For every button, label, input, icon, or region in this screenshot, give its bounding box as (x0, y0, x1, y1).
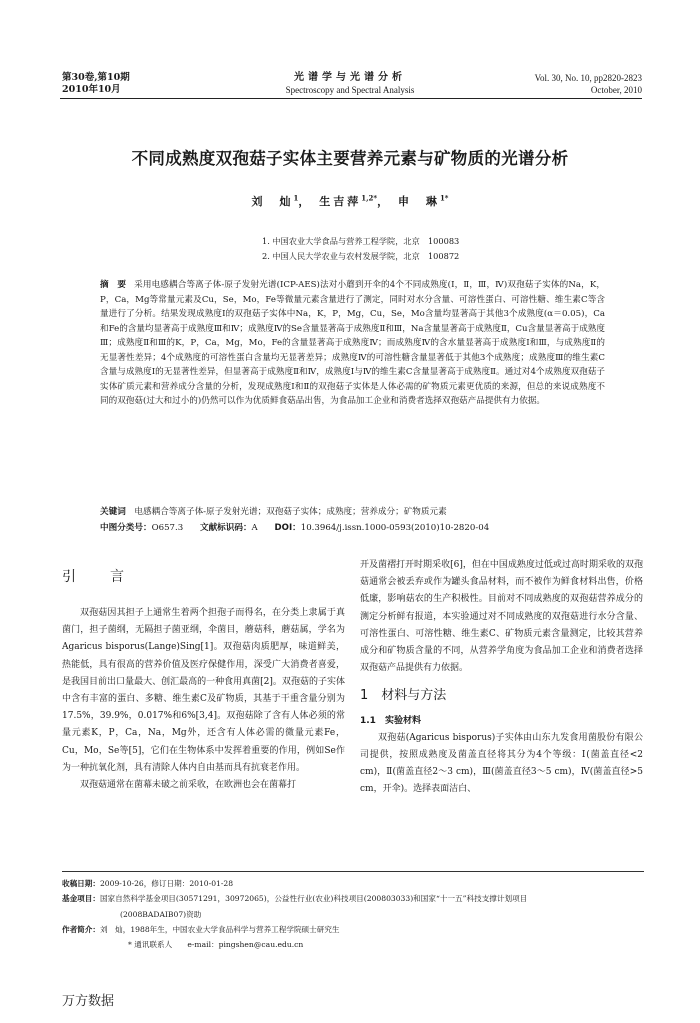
journal-citation (535, 72, 642, 96)
paragraph: 双孢菇(Agaricus bisporus)子实体由山东九发食用菌股份有限公司提供，按照成熟度及菌盖直径将其分为4个等级：Ⅰ(菌盖直径<2 cm)，Ⅱ(菌盖直径2～3 cm)，Ⅲ(菌盖直径3～5 cm)，Ⅳ(菌盖直径>5 cm，开伞)。选择表面洁白、 (360, 732, 643, 795)
header-divider (60, 98, 642, 99)
fund-text-continued: (2008BADAIB07)资助 (120, 909, 202, 919)
corresponding-author: * 通讯联系人 e-mail：pingshen@cau.edu.cn (128, 940, 304, 950)
doi-label: DOI： (274, 523, 301, 533)
author-bio: 刘 灿，1988年生，中国农业大学食品科学与营养工程学院硕士研究生 (99, 924, 340, 934)
author-bio-label: 作者简介： (62, 924, 100, 934)
author-name: 申 琳 (397, 195, 440, 208)
section-heading-materials-methods: 1 材料与方法 (360, 688, 447, 704)
affiliation-1: 1. 中国农业大学食品与营养工程学院，北京 100083 (262, 236, 460, 246)
doc-code-label: 文献标识码： (199, 523, 252, 533)
issue-date: 2010年10月 (62, 84, 121, 95)
footnotes (62, 876, 644, 952)
fund-text: 国家自然科学基金项目(30571291，30972065)，公益性行业(农业)科技项目(200803033)和国家“十一五”科技支撑计划项目 (99, 894, 528, 904)
watermark: 万方数据 (62, 994, 115, 1009)
keywords (100, 505, 610, 520)
author-affiliation-mark: 1,2* (361, 193, 378, 203)
journal-name-cn: 光谱学与光谱分析 (294, 72, 406, 83)
paper-title: 不同成熟度双孢菇子实体主要营养元素与矿物质的光谱分析 (131, 149, 569, 168)
section-heading-introduction: 引 言 (62, 569, 134, 585)
fund-label: 基金项目： (62, 894, 100, 904)
abstract (100, 278, 605, 409)
clc-label: 中图分类号： (100, 523, 152, 533)
paragraph: 双孢菇因其担子上通常生着两个担孢子而得名，在分类上隶属于真菌门，担子菌纲，无隔担子菌亚纲，伞菌目，蘑菇科，蘑菇属，学名为Agaricus bisporus(Lange)Sing[1]。双孢菇肉质肥厚，味道鲜美，热能低，具有很高的营养价值及医疗保健作用，深受广大消费者喜爱，是我国目前出口量最大、创汇最高的一种食用真菌[2]。双孢菇的子实体中含有丰富的蛋白、多糖、维生素C及矿物质，其基于干重含量分别为17.5%，39.9%，0.017%和6%[3,4]。双孢菇除了含有人体必须的常量元素K，P，Ca，Na，Mg外，还含有人体必需的微量元素Fe，Cu，Mo，Se等[5]，它们在生物体系中发挥着重要的作用，例如Se作为一种抗氧化剂，具有清除人体内自由基而具有抗衰老作用。 (62, 608, 345, 773)
author-affiliation-mark: 1* (439, 193, 449, 203)
abstract-text: 采用电感耦合等离子体-原子发射光谱(ICP-AES)法对小蘑到开伞的4个不同成熟度(Ⅰ，Ⅱ，Ⅲ，Ⅳ)双孢菇子实体的Na，K，P，Ca，Mg等常量元素及Cu，Se，Mo，Fe等微量元素含量进行了测定，同时对水分含量、可溶性蛋白、可溶性糖、维生素C等含量进行了分析。结果发现成熟度Ⅰ的双孢菇子实体中Na，K，P，Mg，Cu，Se，Mo含量均显著高于其他3个成熟度(α＝0.05)，Ca和Fe的含量均显著高于成熟度Ⅲ和Ⅳ；成熟度Ⅳ的Se含量显著高于成熟度Ⅱ和Ⅲ，Na含量显著高于成熟度Ⅱ，Cu含量显著高于成熟度Ⅲ；成熟度Ⅱ和Ⅲ的K，P，Ca，Mg，Mo，Fe的含量显著高于成熟度Ⅳ；而成熟度Ⅳ的含水量显著高于成熟度Ⅰ和Ⅲ，与成熟度Ⅱ的无显著性差异；4个成熟度的可溶性蛋白含量均无显著差异；成熟度Ⅳ的可溶性糖含量显著低于其他3个成熟度；成熟度Ⅲ的维生素C含量与成熟度Ⅰ的无显著性差异，但显著高于成熟度Ⅱ和Ⅳ，成熟度Ⅰ与Ⅳ的维生素C含量显著高于成熟度Ⅱ。通过对4个成熟度双孢菇子实体矿质元素和营养成分含量的分析，发现成熟度Ⅰ和Ⅱ的双孢菇子实体是人体必需的矿物质元素更优质的来源，但总的来说成熟度不同的双孢菇(过大和过小的)仍然可以作为优质鲜食菇品出售，为食品加工企业和消费者选择双孢菇产品提供有力依据。 (100, 280, 605, 406)
author-affiliation-mark: 1 (293, 193, 299, 203)
body-column-left (62, 605, 345, 794)
doi-value: 10.3964/j.issn.1000-0593(2010)10-2820-04 (300, 523, 490, 533)
clc-code: O657.3 (151, 523, 184, 533)
paragraph: 双孢菇通常在菌幕未破之前采收，在欧洲也会在菌幕打 (80, 780, 297, 791)
paragraph: 开及菌褶打开时期采收[6]，但在中国成熟度过低或过高时期采收的双孢菇通常会被丢弃或作为罐头食品材料，而不被作为鲜食材料出售，价格低廉，影响菇农的生产积极性。目前对不同成熟度的双孢菇营养成分的测定分析鲜有报道，本实验通过对不同成熟度的双孢菇进行水分含量、可溶性蛋白、可溶性糖、维生素C、矿物质元素含量测定，比较其营养成分和矿物质含量的不同，从营养学角度为食品加工企业和消费者选择双孢菇产品提供有力依据。 (360, 560, 643, 674)
received-dates: 2009-10-26，修订日期：2010-01-28 (99, 879, 234, 888)
month-en: October, 2010 (590, 85, 642, 95)
affiliation-2: 2. 中国人民大学农业与农村发展学院，北京 100872 (262, 251, 460, 261)
volume-label: 第30卷,第10期 (62, 72, 130, 83)
keywords-text: 电感耦合等离子体-原子发射光谱；双孢菇子实体；成熟度；营养成分；矿物质元素 (134, 507, 447, 517)
body-column-right (360, 557, 643, 799)
journal-name-en: Spectroscopy and Spectral Analysis (285, 85, 415, 95)
citation-text: Vol. 30, No. 10, pp2820-2823 (534, 73, 642, 83)
author-name: 生吉萍 (319, 195, 362, 208)
keywords-label: 关键词 (100, 507, 126, 517)
author-name: 刘 灿 (251, 195, 294, 208)
subsection-heading: 1.1 实验材料 (360, 715, 421, 726)
footnote-divider (62, 871, 644, 872)
abstract-label: 摘 要 (100, 280, 127, 290)
doc-code: A (251, 523, 258, 533)
classification-line (100, 521, 610, 536)
received-label: 收稿日期： (62, 879, 100, 888)
author-list: 刘 灿$^1$， 生吉萍$^{1,2*}$， 申 琳$^{1*}$ (251, 193, 449, 208)
